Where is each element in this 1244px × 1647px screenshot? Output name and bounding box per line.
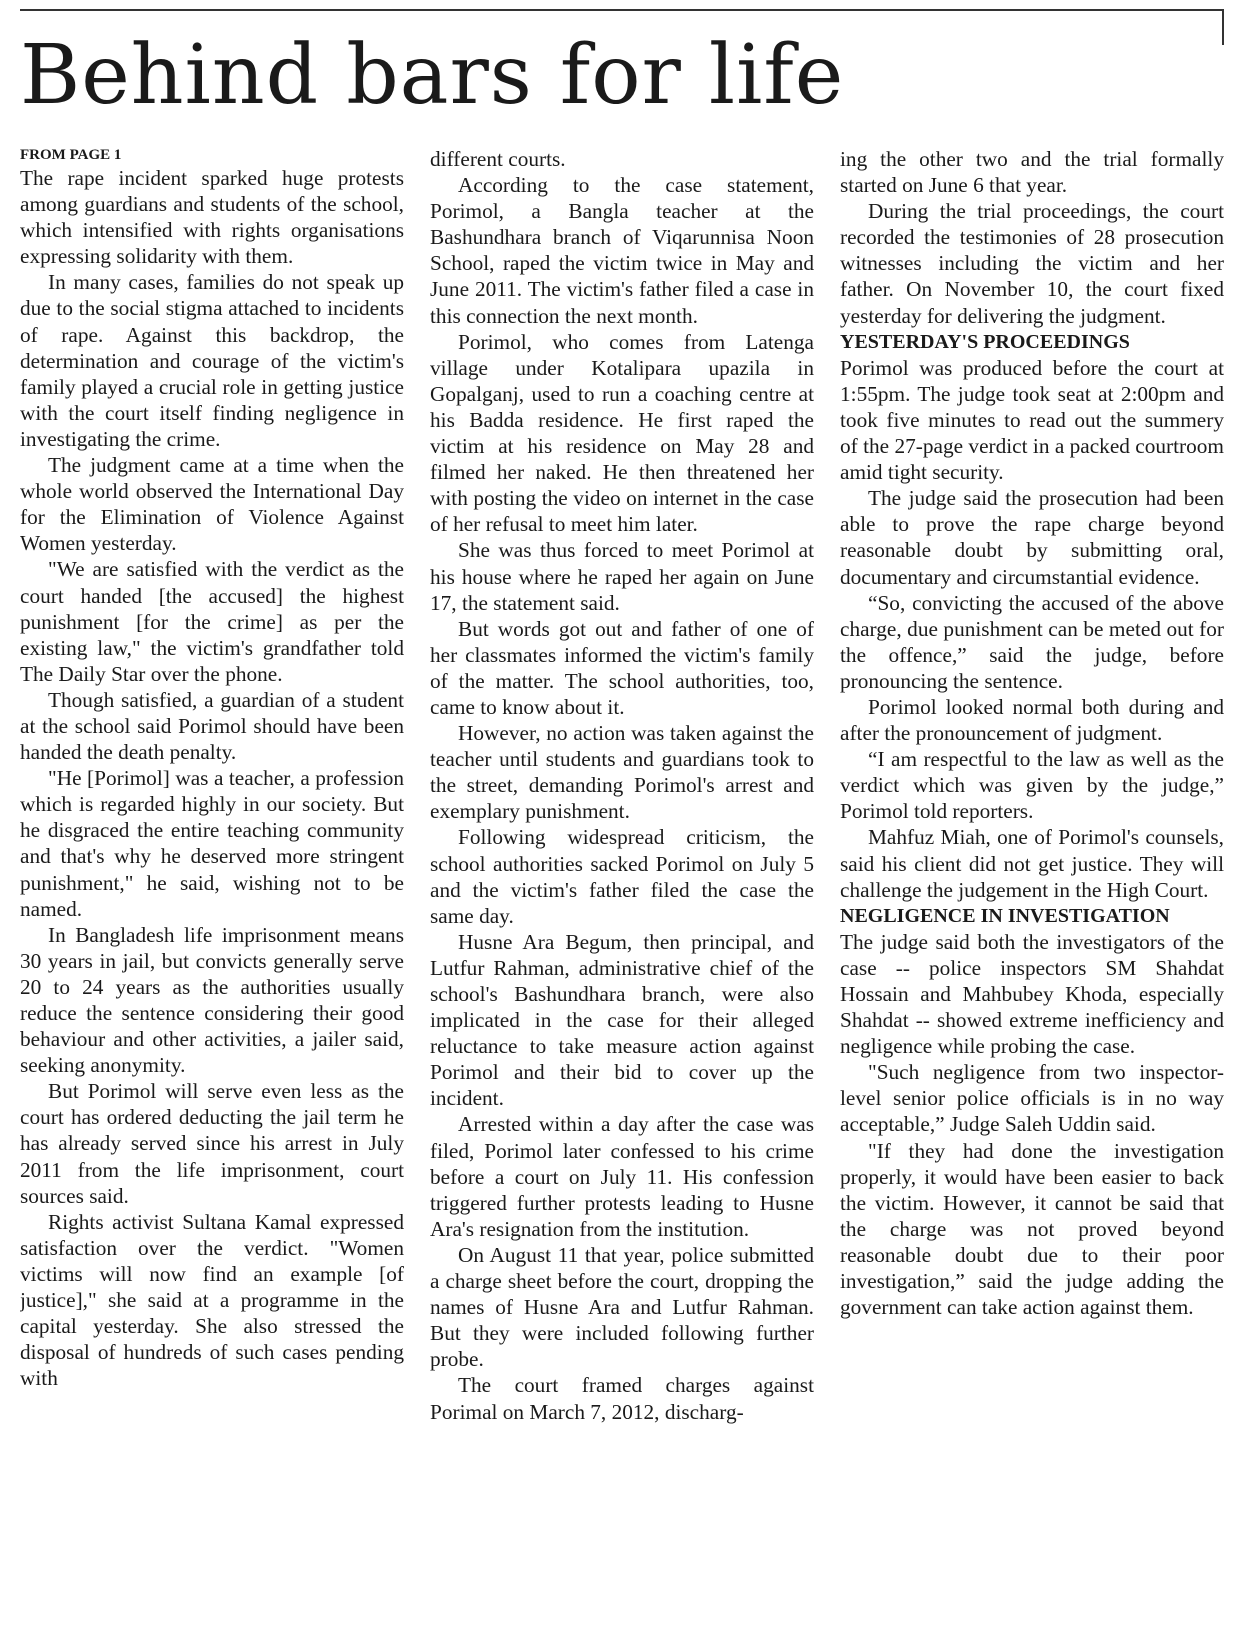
paragraph: During the trial proceedings, the court recorded the testimonies of 28 prosecution witnesses including the victim and her father. On November 10, the court fixed yesterday for delivering the judgment.: [840, 199, 1224, 328]
paragraph: The judge said both the investigators of the case -- police inspectors SM Shahdat Hossain and Mahbubey Khoda, especially Shahdat -- showed extreme inefficiency and negligence while probing the case.: [840, 929, 1224, 1059]
paragraph: "If they had done the investigation properly, it would have been easier to back the victim. However, it cannot be said that the charge was not proved beyond reasonable doubt due to their poor investigation,” said the judge adding the government can take action against them.: [840, 1138, 1224, 1320]
paragraph: Mahfuz Miah, one of Porimol's counsels, said his client did not get justice. They will challenge the judgement in the High Court.: [840, 825, 1224, 902]
paragraph: She was thus forced to meet Porimol at his house where he raped her again on June 17, the statement said.: [430, 538, 814, 615]
corner-rule: [1222, 9, 1224, 45]
column-2: [430, 146, 814, 1646]
paragraph: The court framed charges against Porimal on March 7, 2012, discharg-: [430, 1373, 814, 1424]
paragraph: Porimol, who comes from Latenga village under Kotalipara upazila in Gopalganj, used to run a coaching centre at his Badda residence. He first raped the victim at his residence on May 28 and filmed her naked. He then threatened her with posting the video on internet in the case of her refusal to meet him later.: [430, 329, 814, 537]
paragraph: Rights activist Sultana Kamal expressed satisfaction over the verdict. "Women victims will now find an example [of justice]," she said at a programme in the capital yesterday. She also stressed the disposal of hundreds of such cases pending with: [20, 1209, 404, 1391]
top-rule: [20, 9, 1224, 11]
paragraph: The judgment came at a time when the whole world observed the International Day for the Elimination of Violence Against Women yesterday.: [20, 453, 404, 556]
paragraph: On August 11 that year, police submitted a charge sheet before the court, dropping the names of Husne Ara and Lutfur Rahman. But they were included following further probe.: [430, 1242, 814, 1372]
kicker: FROM PAGE 1: [20, 147, 122, 163]
column-1: [20, 146, 404, 1646]
paragraph: In many cases, families do not speak up due to the social stigma attached to incidents of rape. Against this backdrop, the determination and courage of the victim's family played a crucial role in getting justice with the court itself finding negligence in investigating the crime.: [20, 270, 404, 451]
paragraph: In Bangladesh life imprisonment means 30 years in jail, but convicts generally serve 20 to 24 years as the authorities usually reduce the sentence considering their good behaviour and other activities, a jailer said, seeking anonymity.: [20, 922, 404, 1078]
paragraph: Arrested within a day after the case was filed, Porimol later confessed to his crime before a court on July 11. His confession triggered further protests leading to Husne Ara's resignation from the institution.: [430, 1112, 814, 1241]
paragraph: "He [Porimol] was a teacher, a profession which is regarded highly in our society. But he disgraced the entire teaching community and that's why he deserved more stringent punishment," he said, wishing not to be named.: [20, 766, 404, 921]
paragraph: According to the case statement, Porimol, a Bangla teacher at the Bashundhara branch of Viqarunnisa Noon School, raped the victim twice in May and June 2011. The victim's father filed a case in this connection the next month.: [430, 173, 814, 328]
paragraph: ing the other two and the trial formally started on June 6 that year.: [840, 147, 1224, 198]
paragraph: "We are satisfied with the verdict as the court handed [the accused] the highest punishment [for the crime] as per the existing law," the victim's grandfather told The Daily Star over the phone.: [20, 557, 404, 686]
paragraph: The rape incident sparked huge protests among guardians and students of the school, which intensified with rights organisations expressing solidarity with them.: [20, 166, 404, 269]
paragraph: The judge said the prosecution had been able to prove the rape charge beyond reasonable doubt by submitting oral, documentary and circumstantial evidence.: [840, 486, 1224, 589]
headline: Behind bars for life: [20, 28, 845, 123]
paragraph: "Such negligence from two inspector-level senior police officials is in no way acceptable,” Judge Saleh Uddin said.: [840, 1060, 1224, 1137]
paragraph: But Porimol will serve even less as the court has ordered deducting the jail term he has already served since his arrest in July 2011 from the life imprisonment, court sources said.: [20, 1079, 404, 1208]
paragraph: But words got out and father of one of her classmates informed the victim's family of the matter. The school authorities, too, came to know about it.: [430, 616, 814, 719]
paragraph: Porimol looked normal both during and after the pronouncement of judgment.: [840, 694, 1224, 746]
paragraph: However, no action was taken against the teacher until students and guardians took to the street, demanding Porimol's arrest and exemplary punishment.: [430, 721, 814, 824]
paragraph: Though satisfied, a guardian of a student at the school said Porimol should have been handed the death penalty.: [20, 687, 404, 765]
paragraph: “So, convicting the accused of the above charge, due punishment can be meted out for the offence,” said the judge, before pronouncing the sentence.: [840, 590, 1224, 693]
paragraph: “I am respectful to the law as well as the verdict which was given by the judge,” Porimol told reporters.: [840, 747, 1224, 824]
column-3: [840, 146, 1224, 1646]
paragraph: Porimol was produced before the court at 1:55pm. The judge took seat at 2:00pm and took five minutes to read out the summery of the 27-page verdict in a packed courtroom amid tight security.: [840, 355, 1224, 485]
paragraph: Following widespread criticism, the school authorities sacked Porimol on July 5 and the victim's father filed the case the same day.: [430, 825, 814, 928]
paragraph: different courts.: [430, 147, 566, 171]
subhead-proceedings: YESTERDAY'S PROCEEDINGS: [840, 330, 1130, 353]
paragraph: Husne Ara Begum, then principal, and Lutfur Rahman, administrative chief of the school's Bashundhara branch, were also implicated in the case for their alleged reluctance to take measure action against Porimol and their bid to cover up the incident.: [430, 929, 814, 1111]
subhead-negligence: NEGLIGENCE IN INVESTIGATION: [840, 904, 1170, 927]
